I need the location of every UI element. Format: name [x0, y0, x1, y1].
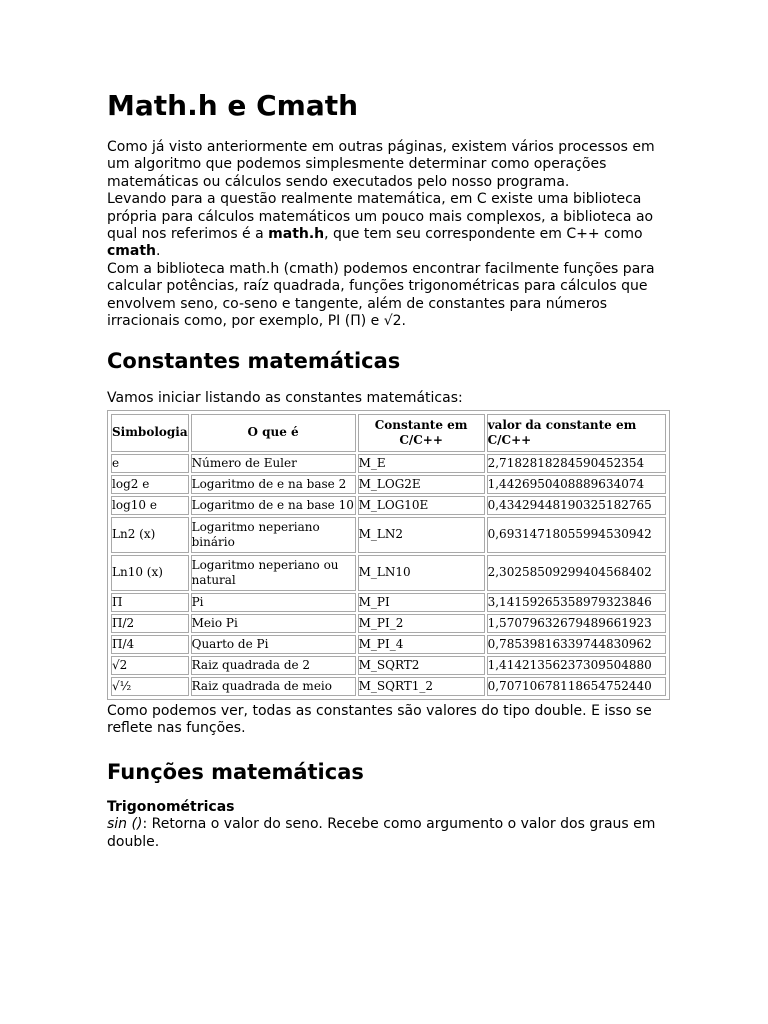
cell-value: 0,43429448190325182765	[487, 496, 666, 515]
cell-constant: M_PI_4	[358, 635, 485, 654]
table-header-row	[111, 414, 666, 452]
cell-symbol: Ln2 (x)	[111, 517, 189, 553]
cell-description: Raiz quadrada de meio	[191, 677, 356, 696]
table-row	[111, 635, 666, 654]
cell-symbol: log10 e	[111, 496, 189, 515]
cell-constant: M_LN2	[358, 517, 485, 553]
header-valor: valor da constante em C/C++	[487, 414, 666, 452]
header-o-que-e: O que é	[191, 414, 356, 452]
sin-function-description	[107, 816, 667, 851]
cell-value: 2,30258509299404568402	[487, 555, 666, 591]
table-row	[111, 614, 666, 633]
cell-value: 3,14159265358979323846	[487, 593, 666, 612]
constants-table-frame	[107, 410, 670, 700]
document-page	[107, 88, 667, 851]
sin-function-name: sin ()	[107, 816, 143, 833]
cell-symbol: √2	[111, 656, 189, 675]
table-row	[111, 677, 666, 696]
table-row	[111, 496, 666, 515]
cell-description: Quarto de Pi	[191, 635, 356, 654]
cell-value: 1,57079632679489661923	[487, 614, 666, 633]
cell-description: Logaritmo neperiano binário	[191, 517, 356, 553]
cell-constant: M_SQRT2	[358, 656, 485, 675]
intro-p2-text-b: , que tem seu correspondente em C++ como	[324, 226, 643, 243]
cell-constant: M_LN10	[358, 555, 485, 591]
intro-paragraph-2	[107, 191, 667, 261]
intro-p2-text-c: .	[156, 243, 161, 260]
trig-subheading: Trigonométricas	[107, 798, 235, 815]
cell-description: Logaritmo de e na base 10	[191, 496, 356, 515]
intro-p2-text-a: Levando para a questão realmente matemática, em C existe uma biblioteca própria para cálculos matemáticos um pouco mais complexos, a biblioteca ao qual nos referimos é a	[107, 191, 654, 243]
cell-value: 0,69314718055994530942	[487, 517, 666, 553]
cell-value: 2,7182818284590452354	[487, 454, 666, 473]
cell-constant: M_SQRT1_2	[358, 677, 485, 696]
cell-symbol: log2 e	[111, 475, 189, 494]
cell-description: Meio Pi	[191, 614, 356, 633]
header-simbologia: Simbologia	[111, 414, 189, 452]
cell-description: Número de Euler	[191, 454, 356, 473]
intro-paragraph-3: Com a biblioteca math.h (cmath) podemos encontrar facilmente funções para calcular potências, raíz quadrada, funções trigonométricas para cálculos que envolvem seno, co-seno e tangente, além de constantes para números irracionais como, por exemplo, PI (Π) e √2.	[107, 260, 655, 330]
cell-symbol: Π/4	[111, 635, 189, 654]
table-row	[111, 517, 666, 553]
cell-value: 1,4426950408889634074	[487, 475, 666, 494]
intro-paragraph-1: Como já visto anteriormente em outras páginas, existem vários processos em um algoritmo que podemos simplesmente determinar como operações matemáticas ou cálculos sendo executados pelo nosso programa.	[107, 139, 655, 190]
cell-constant: M_LOG10E	[358, 496, 485, 515]
functions-heading: Funções matemáticas	[107, 759, 364, 784]
table-row	[111, 656, 666, 675]
table-row	[111, 475, 666, 494]
table-row	[111, 593, 666, 612]
lib-name-math-h: math.h	[268, 226, 325, 243]
cell-description: Raiz quadrada de 2	[191, 656, 356, 675]
cell-symbol: Π	[111, 593, 189, 612]
cell-description: Logaritmo neperiano ou natural	[191, 555, 356, 591]
cell-value: 1,41421356237309504880	[487, 656, 666, 675]
page-title: Math.h e Cmath	[107, 89, 359, 122]
cell-symbol: e	[111, 454, 189, 473]
cell-constant: M_E	[358, 454, 485, 473]
cell-value: 0,78539816339744830962	[487, 635, 666, 654]
table-row	[111, 454, 666, 473]
constants-note: Como podemos ver, todas as constantes são valores do tipo double. E isso se reflete nas funções.	[107, 702, 652, 737]
cell-constant: M_PI_2	[358, 614, 485, 633]
header-constante: Constante em C/C++	[358, 414, 485, 452]
cell-description: Pi	[191, 593, 356, 612]
cell-symbol: Ln10 (x)	[111, 555, 189, 591]
cell-constant: M_PI	[358, 593, 485, 612]
cell-constant: M_LOG2E	[358, 475, 485, 494]
constants-table	[109, 412, 668, 698]
constants-lead: Vamos iniciar listando as constantes matemáticas:	[107, 390, 463, 407]
cell-symbol: √½	[111, 677, 189, 696]
table-row	[111, 555, 666, 591]
cell-description: Logaritmo de e na base 2	[191, 475, 356, 494]
cell-symbol: Π/2	[111, 614, 189, 633]
sin-function-text: : Retorna o valor do seno. Recebe como argumento o valor dos graus em double.	[107, 816, 656, 850]
lib-name-cmath: cmath	[107, 243, 156, 260]
cell-value: 0,70710678118654752440	[487, 677, 666, 696]
constants-heading: Constantes matemáticas	[107, 349, 401, 374]
